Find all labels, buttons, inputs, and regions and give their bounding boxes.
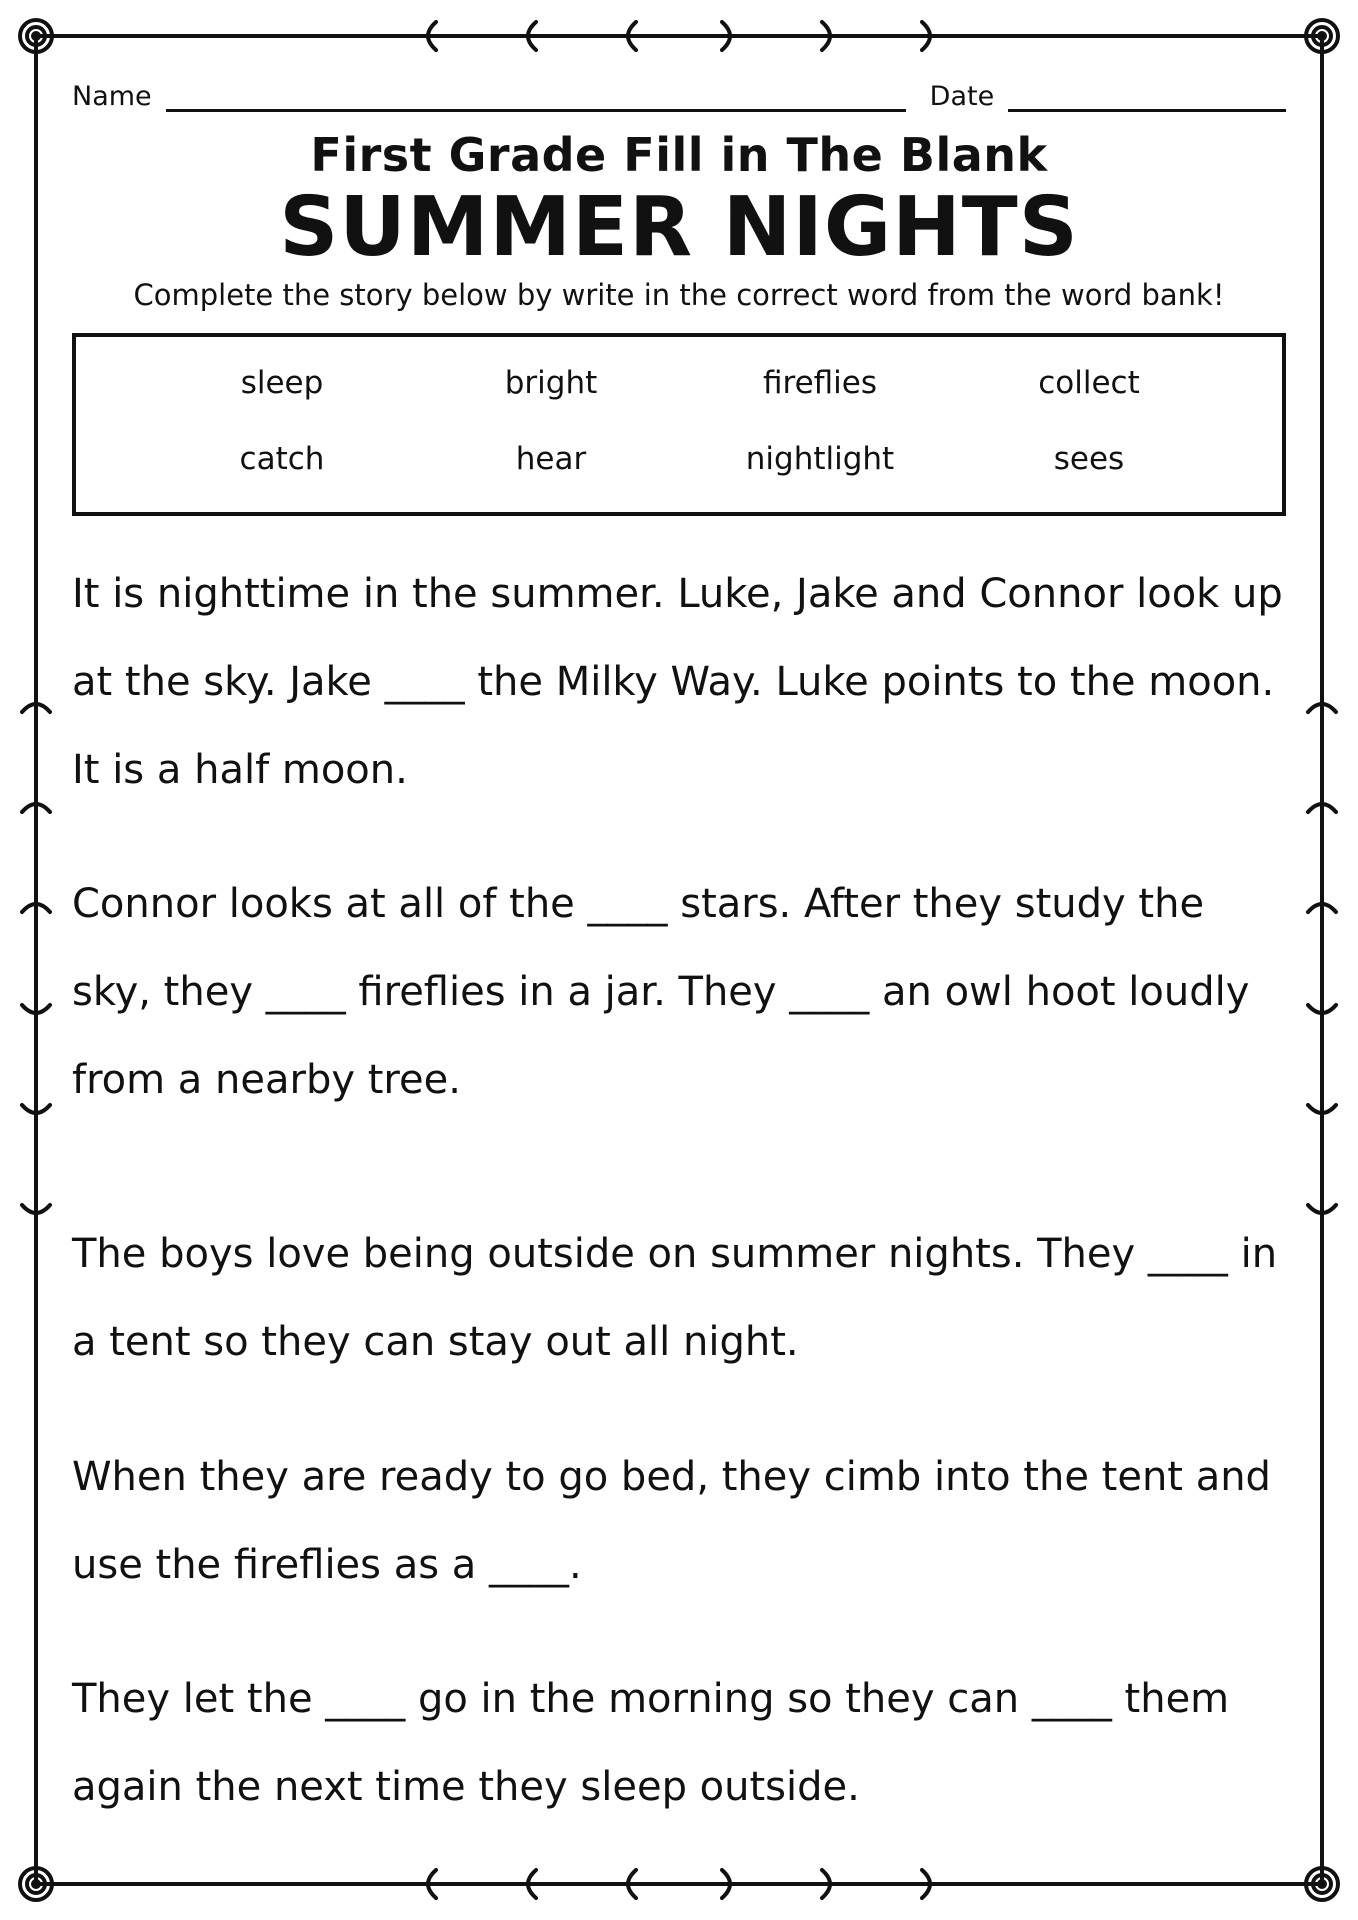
word-bank-word: fireflies xyxy=(762,365,878,401)
word-bank-word: collect xyxy=(1038,365,1140,401)
story-paragraph xyxy=(72,1210,1292,1386)
paragraph-text: Connor looks at all of the ____ stars. After they study the sky, they ____ fireflies in a jar. They ____ an owl hoot loudly from a nearby tree. xyxy=(72,881,1250,1103)
word-bank-word: sleep xyxy=(240,365,324,401)
word-bank-word: bright xyxy=(504,365,598,401)
worksheet-subtitle: First Grade Fill in The Blank xyxy=(310,128,1048,182)
date-field[interactable] xyxy=(1008,79,1286,112)
paragraph-text: It is nighttime in the summer. Luke, Jake and Connor look up at the sky. Jake ____ the Milky Way. Luke points to the moon. It is a half moon. xyxy=(72,571,1283,793)
date-label: Date xyxy=(929,81,995,112)
story-paragraph xyxy=(72,550,1292,814)
word-bank xyxy=(72,333,1286,516)
word-bank-word: sees xyxy=(1053,441,1125,477)
story-paragraph xyxy=(72,1655,1292,1831)
story-paragraph xyxy=(72,860,1292,1124)
word-bank-word: catch xyxy=(239,441,325,477)
word-bank-word: nightlight xyxy=(745,441,895,477)
word-bank-word: hear xyxy=(515,441,587,477)
paragraph-text: The boys love being outside on summer nights. They ____ in a tent so they can stay out all night. xyxy=(72,1231,1278,1365)
instructions: Complete the story below by write in the correct word from the word bank! xyxy=(133,278,1225,312)
name-date-row xyxy=(72,62,1286,112)
name-field[interactable] xyxy=(166,79,906,112)
worksheet-title: SUMMER NIGHTS xyxy=(279,180,1079,275)
name-label: Name xyxy=(72,81,152,112)
paragraph-text: When they are ready to go bed, they cimb into the tent and use the fireflies as a ____. xyxy=(72,1454,1271,1588)
paragraph-text: They let the ____ go in the morning so they can ____ them again the next time they sleep outside. xyxy=(72,1676,1230,1810)
story-paragraph xyxy=(72,1433,1292,1609)
